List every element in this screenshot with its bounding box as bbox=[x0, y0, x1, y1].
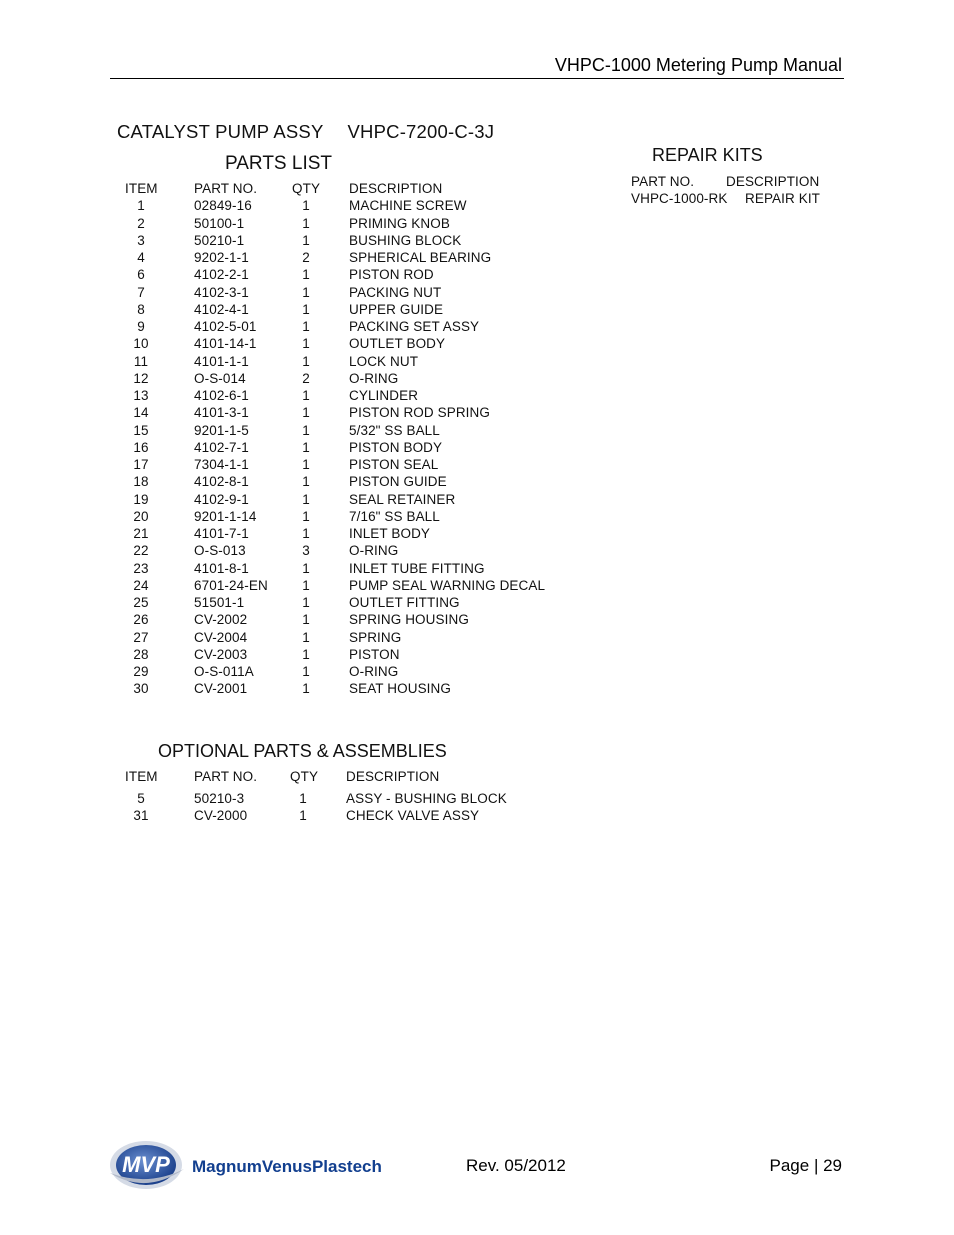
qty-cell: 1 bbox=[302, 612, 310, 628]
manual-title: VHPC-1000 Metering Pump Manual bbox=[554, 55, 842, 75]
description-cell: INLET BODY bbox=[349, 526, 431, 541]
description-cell: PRIMING KNOB bbox=[349, 215, 450, 231]
table-row bbox=[0, 216, 600, 233]
col-description-header: DESCRIPTION bbox=[349, 181, 443, 196]
table-row bbox=[0, 354, 600, 371]
qty-cell: 1 bbox=[302, 267, 310, 283]
table-row bbox=[0, 681, 600, 698]
qty-cell: 1 bbox=[302, 319, 310, 334]
item-cell: 31 bbox=[133, 808, 149, 823]
qty-cell: 1 bbox=[302, 301, 310, 317]
description-cell: CYLINDER bbox=[349, 388, 419, 403]
part-no-cell: 4102-3-1 bbox=[194, 284, 249, 300]
qty-cell: 1 bbox=[302, 284, 310, 300]
parts-list-header-row bbox=[0, 181, 600, 198]
part-no-cell: 9201-1-5 bbox=[194, 422, 249, 438]
part-no-cell: O-S-013 bbox=[194, 543, 246, 559]
qty-cell: 1 bbox=[302, 336, 310, 352]
part-no-cell: 9201-1-14 bbox=[194, 508, 257, 524]
part-no-cell: 4102-4-1 bbox=[194, 301, 249, 317]
part-no-cell: O-S-014 bbox=[194, 370, 246, 386]
table-row bbox=[0, 474, 600, 491]
part-no-cell: 50100-1 bbox=[194, 215, 245, 231]
qty-cell: 2 bbox=[302, 250, 310, 265]
qty-cell: 1 bbox=[302, 664, 310, 679]
description-cell: O-RING bbox=[349, 664, 399, 679]
table-row bbox=[0, 440, 600, 457]
description-cell: O-RING bbox=[349, 370, 399, 386]
item-cell: 20 bbox=[133, 508, 149, 524]
description-cell: CHECK VALVE ASSY bbox=[346, 808, 480, 823]
optional-parts-header-row bbox=[0, 769, 600, 786]
qty-cell: 1 bbox=[299, 791, 307, 806]
part-no-cell: 4102-2-1 bbox=[194, 267, 249, 283]
table-row bbox=[0, 233, 600, 250]
part-no-cell: 4101-7-1 bbox=[194, 526, 249, 541]
page-number: Page | 29 bbox=[769, 1156, 842, 1175]
opt-col-item-header: ITEM bbox=[125, 769, 158, 784]
item-cell: 13 bbox=[133, 388, 149, 403]
kits-description: REPAIR KIT bbox=[745, 191, 821, 206]
item-cell: 18 bbox=[133, 474, 149, 490]
description-cell: MACHINE SCREW bbox=[349, 198, 467, 214]
optional-parts-heading: OPTIONAL PARTS & ASSEMBLIES bbox=[158, 741, 447, 761]
part-no-cell: 50210-3 bbox=[194, 791, 245, 806]
description-cell: PISTON ROD SPRING bbox=[349, 405, 490, 421]
part-no-cell: 50210-1 bbox=[194, 232, 245, 248]
table-row bbox=[0, 492, 600, 509]
description-cell: UPPER GUIDE bbox=[349, 301, 444, 317]
qty-cell: 1 bbox=[302, 491, 310, 507]
part-no-cell: 02849-16 bbox=[194, 198, 252, 214]
table-row bbox=[0, 457, 600, 474]
assembly-title bbox=[117, 121, 494, 143]
table-row bbox=[0, 561, 600, 578]
logo-company-text: MagnumVenusPlastech bbox=[192, 1157, 382, 1176]
item-cell: 8 bbox=[137, 301, 145, 317]
qty-cell: 1 bbox=[302, 232, 310, 248]
description-cell: SPRING HOUSING bbox=[349, 612, 469, 628]
description-cell: 7/16" SS BALL bbox=[349, 508, 440, 524]
description-cell: SEAT HOUSING bbox=[349, 681, 451, 697]
table-row bbox=[0, 267, 600, 284]
parts-list-heading: PARTS LIST bbox=[225, 153, 332, 174]
part-no-cell: 9202-1-1 bbox=[194, 250, 249, 265]
item-cell: 12 bbox=[133, 370, 149, 386]
part-no-cell: 4101-14-1 bbox=[194, 336, 257, 352]
part-no-cell: 4101-3-1 bbox=[194, 405, 249, 421]
qty-cell: 1 bbox=[302, 526, 310, 541]
table-row bbox=[0, 526, 600, 543]
table-row bbox=[0, 250, 600, 267]
company-logo bbox=[108, 1135, 398, 1195]
logo-mark-text: MVP bbox=[122, 1152, 170, 1177]
description-cell: PISTON ROD bbox=[349, 267, 434, 283]
item-cell: 16 bbox=[133, 439, 149, 455]
qty-cell: 1 bbox=[302, 577, 310, 593]
description-cell: 5/32" SS BALL bbox=[349, 422, 440, 438]
description-cell: PISTON bbox=[349, 646, 400, 662]
description-cell: SPHERICAL BEARING bbox=[349, 250, 492, 265]
qty-cell: 1 bbox=[302, 405, 310, 421]
description-cell: BUSHING BLOCK bbox=[349, 232, 462, 248]
description-cell: O-RING bbox=[349, 543, 399, 559]
description-cell: INLET TUBE FITTING bbox=[349, 560, 485, 576]
item-cell: 25 bbox=[133, 595, 149, 610]
item-cell: 10 bbox=[133, 336, 149, 352]
table-row bbox=[0, 791, 600, 808]
item-cell: 17 bbox=[133, 457, 149, 472]
table-row bbox=[0, 612, 600, 629]
description-cell: PACKING SET ASSY bbox=[349, 319, 480, 334]
qty-cell: 2 bbox=[302, 370, 310, 386]
table-row bbox=[0, 595, 600, 612]
opt-col-description-header: DESCRIPTION bbox=[346, 769, 440, 784]
item-cell: 24 bbox=[133, 577, 149, 593]
qty-cell: 1 bbox=[302, 439, 310, 455]
part-no-cell: 6701-24-EN bbox=[194, 577, 268, 593]
part-no-cell: 4102-7-1 bbox=[194, 439, 249, 455]
qty-cell: 1 bbox=[302, 215, 310, 231]
table-row bbox=[0, 630, 600, 647]
header-divider bbox=[110, 78, 844, 79]
description-cell: ASSY - BUSHING BLOCK bbox=[346, 791, 507, 806]
assembly-model: VHPC-7200-C-3J bbox=[347, 121, 495, 142]
table-row bbox=[0, 302, 600, 319]
item-cell: 3 bbox=[137, 232, 145, 248]
table-row bbox=[0, 371, 600, 388]
description-cell: OUTLET FITTING bbox=[349, 595, 460, 610]
item-cell: 2 bbox=[137, 215, 145, 231]
item-cell: 11 bbox=[133, 353, 149, 369]
opt-col-qty-header: QTY bbox=[290, 769, 319, 784]
col-qty-header: QTY bbox=[292, 181, 321, 196]
assembly-name: CATALYST PUMP ASSY bbox=[117, 121, 324, 142]
item-cell: 29 bbox=[133, 664, 149, 679]
item-cell: 19 bbox=[133, 491, 149, 507]
part-no-cell: 4102-8-1 bbox=[194, 474, 249, 490]
qty-cell: 1 bbox=[302, 422, 310, 438]
table-row bbox=[0, 647, 600, 664]
item-cell: 4 bbox=[137, 250, 145, 265]
repair-kits-heading: REPAIR KITS bbox=[652, 145, 763, 165]
item-cell: 7 bbox=[137, 284, 145, 300]
qty-cell: 1 bbox=[302, 353, 310, 369]
table-row bbox=[0, 664, 600, 681]
part-no-cell: 4101-1-1 bbox=[194, 353, 249, 369]
qty-cell: 1 bbox=[302, 508, 310, 524]
col-part-no-header: PART NO. bbox=[194, 181, 258, 196]
item-cell: 1 bbox=[137, 198, 145, 214]
part-no-cell: CV-2002 bbox=[194, 612, 248, 628]
opt-col-part-no-header: PART NO. bbox=[194, 769, 258, 784]
qty-cell: 1 bbox=[302, 595, 310, 610]
part-no-cell: 4102-6-1 bbox=[194, 388, 249, 403]
item-cell: 22 bbox=[133, 543, 149, 559]
table-row bbox=[0, 198, 600, 215]
table-row bbox=[0, 285, 600, 302]
col-item-header: ITEM bbox=[125, 181, 158, 196]
description-cell: LOCK NUT bbox=[349, 353, 419, 369]
description-cell: PISTON SEAL bbox=[349, 457, 439, 472]
part-no-cell: 4101-8-1 bbox=[194, 560, 249, 576]
item-cell: 6 bbox=[137, 267, 145, 283]
item-cell: 21 bbox=[133, 526, 149, 541]
item-cell: 23 bbox=[133, 560, 149, 576]
table-row bbox=[0, 808, 600, 825]
item-cell: 15 bbox=[133, 422, 149, 438]
item-cell: 28 bbox=[133, 646, 149, 662]
part-no-cell: CV-2004 bbox=[194, 629, 248, 645]
revision-date: Rev. 05/2012 bbox=[466, 1156, 566, 1175]
item-cell: 27 bbox=[133, 629, 149, 645]
part-no-cell: 7304-1-1 bbox=[194, 457, 249, 472]
qty-cell: 3 bbox=[302, 543, 310, 559]
part-no-cell: CV-2003 bbox=[194, 646, 248, 662]
part-no-cell: O-S-011A bbox=[194, 664, 254, 679]
description-cell: OUTLET BODY bbox=[349, 336, 446, 352]
item-cell: 5 bbox=[137, 791, 145, 806]
qty-cell: 1 bbox=[302, 681, 310, 697]
table-row bbox=[0, 405, 600, 422]
item-cell: 26 bbox=[133, 612, 149, 628]
qty-cell: 1 bbox=[302, 388, 310, 403]
item-cell: 30 bbox=[133, 681, 149, 697]
repair-kits-table bbox=[631, 174, 851, 214]
table-row bbox=[0, 388, 600, 405]
mvp-logo-icon bbox=[108, 1135, 398, 1195]
description-cell: PUMP SEAL WARNING DECAL bbox=[349, 577, 546, 593]
qty-cell: 1 bbox=[299, 808, 307, 823]
qty-cell: 1 bbox=[302, 629, 310, 645]
description-cell: SEAL RETAINER bbox=[349, 491, 456, 507]
qty-cell: 1 bbox=[302, 198, 310, 214]
item-cell: 9 bbox=[137, 319, 145, 334]
description-cell: PISTON GUIDE bbox=[349, 474, 447, 490]
qty-cell: 1 bbox=[302, 646, 310, 662]
kits-part-no: VHPC-1000-RK bbox=[631, 191, 728, 206]
qty-cell: 1 bbox=[302, 474, 310, 490]
part-no-cell: 4102-5-01 bbox=[194, 319, 257, 334]
parts-list-table bbox=[0, 181, 600, 701]
description-cell: PACKING NUT bbox=[349, 284, 442, 300]
optional-parts-table bbox=[0, 769, 600, 829]
table-row bbox=[0, 423, 600, 440]
part-no-cell: 51501-1 bbox=[194, 595, 245, 610]
part-no-cell: CV-2001 bbox=[194, 681, 248, 697]
table-row bbox=[0, 319, 600, 336]
item-cell: 14 bbox=[133, 405, 149, 421]
table-row bbox=[0, 509, 600, 526]
table-row bbox=[0, 336, 600, 353]
qty-cell: 1 bbox=[302, 560, 310, 576]
kits-col-part-no-header: PART NO. bbox=[631, 174, 695, 189]
qty-cell: 1 bbox=[302, 457, 310, 472]
part-no-cell: CV-2000 bbox=[194, 808, 248, 823]
description-cell: PISTON BODY bbox=[349, 439, 443, 455]
table-row bbox=[0, 578, 600, 595]
kits-col-description-header: DESCRIPTION bbox=[726, 174, 820, 189]
description-cell: SPRING bbox=[349, 629, 402, 645]
part-no-cell: 4102-9-1 bbox=[194, 491, 249, 507]
table-row bbox=[0, 543, 600, 560]
